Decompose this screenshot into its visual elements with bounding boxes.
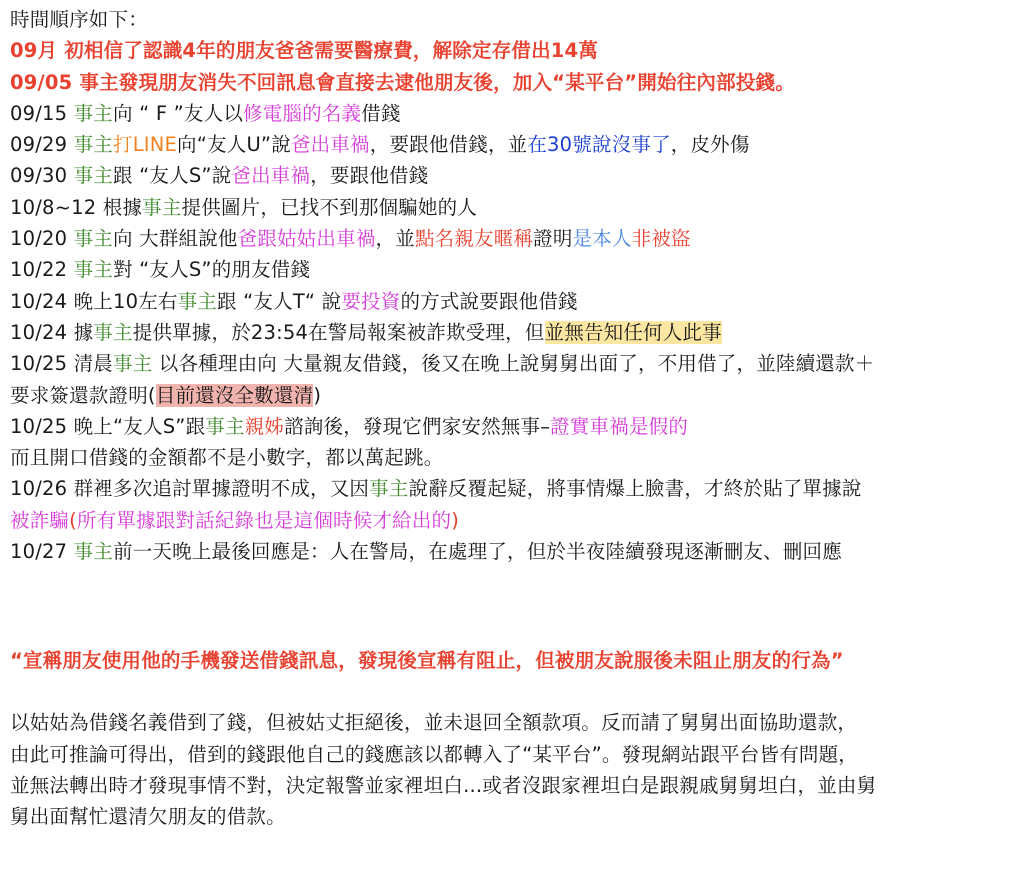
text-segment: 並無法轉出時才發現事情不對，決定報警並家裡坦白...或者沒跟家裡坦白是跟親戚舅舅坦白，並由舅 <box>10 773 877 797</box>
text-segment: 事主 <box>73 540 114 564</box>
text-segment: 證明 <box>533 227 573 251</box>
text-segment: 被詐騙 <box>10 508 70 532</box>
text-segment: ，要跟他借錢 <box>310 164 429 188</box>
text-segment: 09月 初相信了認識4年的朋友爸爸需要醫療費，解除定存借出14萬 <box>10 39 599 63</box>
text-segment: 向 “ F ”友人以 <box>113 101 244 125</box>
text-segment: 10/27 <box>10 540 74 564</box>
text-segment: 爸出車禍 <box>231 164 311 188</box>
text-segment: 跟 “友人T“ 說 <box>217 289 342 313</box>
text-segment: 以各種理由向 大量親友借錢，後又在晚上說舅舅出面了，不用借了，並陸續還款＋ <box>152 352 875 376</box>
text-segment: 要投資 <box>341 289 401 313</box>
text-segment: 09/05 事主發現朋友消失不回訊息會直接去逮他朋友後，加入“某平台”開始往內部投錢。 <box>10 70 795 94</box>
text-segment: ，要跟他借錢，並 <box>369 133 528 157</box>
text-line <box>10 473 1014 504</box>
text-segment: 爸跟姑姑出車禍 <box>237 227 376 251</box>
blank-line <box>10 599 1014 645</box>
text-line <box>10 411 1014 442</box>
text-segment: 的方式說要跟他借錢 <box>400 289 578 313</box>
text-line <box>10 192 1014 223</box>
text-segment: 要求簽還款證明( <box>10 383 156 407</box>
blank-line <box>10 567 1014 598</box>
highlighted-text: 目前還沒全數還清 <box>155 383 314 407</box>
text-line <box>10 35 1014 66</box>
text-segment: 事主 <box>73 227 114 251</box>
text-segment: 10/22 <box>10 258 74 282</box>
text-segment: 諮詢後，發現它們家安然無事– <box>284 414 551 438</box>
text-segment: 事主 <box>73 101 114 125</box>
text-line <box>10 160 1014 191</box>
text-segment: 事主 <box>73 133 114 157</box>
text-segment: 事主 <box>113 352 153 376</box>
text-segment: 說辭反覆起疑，將事情爆上臉書，才終於貼了單據說 <box>408 477 862 501</box>
text-segment: ( <box>69 508 77 532</box>
text-segment: 10/25 清晨 <box>10 352 113 376</box>
text-segment: 在30號說沒事了 <box>527 133 671 157</box>
text-segment: 事主 <box>73 258 114 282</box>
text-segment: 10/25 晚上“友人S”跟 <box>10 414 206 438</box>
text-line <box>10 380 1014 411</box>
text-segment: 親姊 <box>244 414 285 438</box>
text-line <box>10 536 1014 567</box>
text-segment: “宣稱朋友使用他的手機發送借錢訊息，發現後宣稱有阻止，但被朋友說服後未阻止朋友的行為” <box>10 648 844 672</box>
text-segment: 09/30 <box>10 164 74 188</box>
text-line <box>10 286 1014 317</box>
text-segment: 09/15 <box>10 101 74 125</box>
text-line <box>10 348 1014 379</box>
text-segment: 事主 <box>142 195 182 219</box>
text-segment: 10/24 晚上10左右 <box>10 289 178 313</box>
text-line <box>10 770 1014 801</box>
text-segment: 修電腦的名義 <box>243 101 362 125</box>
text-segment: 事主 <box>177 289 218 313</box>
text-segment: 非被盜 <box>631 227 691 251</box>
text-segment: 證實車禍是假的 <box>550 414 689 438</box>
text-segment: 提供圖片，已找不到那個騙她的人 <box>181 195 478 219</box>
highlighted-text: 並無告知任何人此事 <box>544 320 722 344</box>
text-line <box>10 801 1014 832</box>
text-segment: 10/8~12 根據 <box>10 195 143 219</box>
text-segment: 向“友人U”說 <box>177 133 291 157</box>
text-line <box>10 739 1014 770</box>
text-segment: 事主 <box>93 320 133 344</box>
text-segment: 前一天晚上最後回應是：人在警局，在處理了，但於半夜陸續發現逐漸刪友、刪回應 <box>113 540 842 564</box>
text-line <box>10 317 1014 348</box>
text-segment: 09/29 <box>10 133 74 157</box>
text-segment: 舅出面幫忙還清欠朋友的借款。 <box>10 805 286 829</box>
text-line <box>10 98 1014 129</box>
text-segment: 10/20 <box>10 227 74 251</box>
text-segment: ，並 <box>375 227 415 251</box>
text-segment: 向 大群組說他 <box>113 227 238 251</box>
text-segment: ，皮外傷 <box>670 133 750 157</box>
text-segment: 以姑姑為借錢名義借到了錢，但被姑丈拒絕後，並未退回全額款項。反而請了舅舅出面協助還款， <box>10 711 858 735</box>
text-line <box>10 505 1014 536</box>
text-segment: 跟 “友人S”說 <box>113 164 232 188</box>
text-line <box>10 442 1014 473</box>
text-segment: 對 “友人S”的朋友借錢 <box>113 258 311 282</box>
text-line <box>10 707 1014 738</box>
text-line <box>10 4 1014 35</box>
text-segment: 而且開口借錢的金額都不是小數字，都以萬起跳。 <box>10 446 444 470</box>
text-segment: 提供單據，於23:54在警局報案被詐欺受理，但 <box>132 320 545 344</box>
text-segment: 打LINE <box>113 133 178 157</box>
text-line <box>10 67 1014 98</box>
text-segment: 是本人 <box>572 227 632 251</box>
document-body <box>10 4 1014 832</box>
text-line <box>10 254 1014 285</box>
text-line <box>10 223 1014 254</box>
text-segment: 借錢 <box>361 101 401 125</box>
text-line <box>10 129 1014 160</box>
text-segment: 10/26 群裡多次追討單據證明不成，又因 <box>10 477 370 501</box>
text-segment: 事主 <box>205 414 245 438</box>
text-segment: 時間順序如下： <box>10 8 148 31</box>
text-segment: 由此可推論可得出，借到的錢跟他自己的錢應該以都轉入了“某平台”。發現網站跟平台皆有問題， <box>10 742 859 766</box>
blank-line <box>10 676 1014 707</box>
text-segment: 所有單據跟對話紀錄也是這個時候才給出的 <box>76 508 452 532</box>
text-segment: 爸出車禍 <box>290 133 370 157</box>
text-segment: ) <box>451 508 460 532</box>
text-segment: 點名親友暱稱 <box>414 227 534 251</box>
text-line <box>10 645 1014 676</box>
text-segment: 10/24 據 <box>10 320 94 344</box>
text-segment: 事主 <box>369 477 409 501</box>
text-segment: ) <box>313 383 322 407</box>
text-segment: 事主 <box>73 164 114 188</box>
